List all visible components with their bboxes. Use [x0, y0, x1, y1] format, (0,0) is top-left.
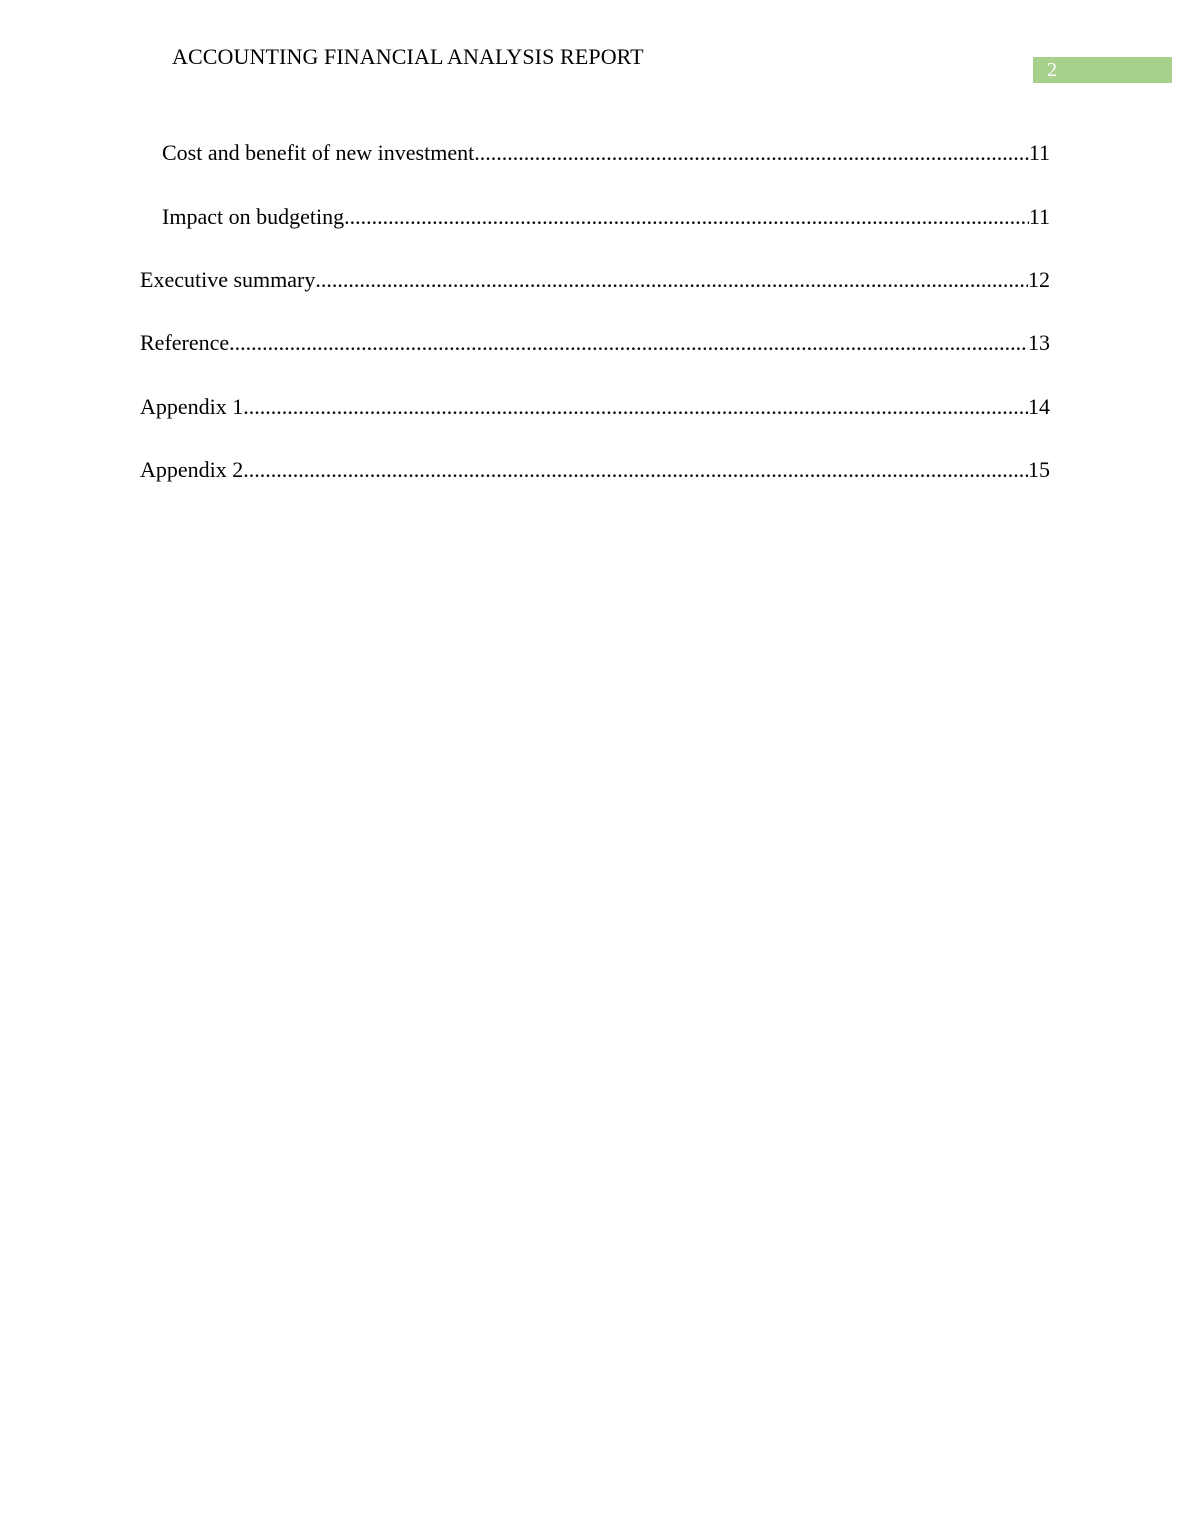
toc-dot-leader [474, 139, 1029, 167]
toc-entry-page: 13 [1028, 330, 1050, 355]
toc-entry-page: 12 [1028, 267, 1050, 292]
toc-entry-page: 11 [1028, 204, 1050, 229]
toc-entry-impact-on-budgeting[interactable] [162, 203, 1050, 231]
toc-entry-reference[interactable] [140, 329, 1050, 357]
toc-entry-label: Appendix 2 [140, 457, 244, 482]
toc-entry-page: 15 [1028, 457, 1050, 482]
toc-entry-label: Impact on budgeting [162, 204, 345, 229]
toc-dot-leader [243, 456, 1028, 484]
toc-entry-label: Appendix 1 [140, 394, 244, 419]
toc-dot-leader [243, 393, 1028, 421]
toc-entry-label: Reference [140, 330, 230, 355]
toc-dot-leader [315, 266, 1028, 294]
page-number-badge: 2 [1033, 57, 1172, 83]
toc-entry-appendix-1[interactable] [140, 393, 1050, 421]
toc-entry-executive-summary[interactable] [140, 266, 1050, 294]
toc-entry-page: 11 [1028, 140, 1050, 165]
toc-entry-label: Cost and benefit of new investment [162, 140, 475, 165]
toc-dot-leader [229, 329, 1028, 357]
toc-entry-page: 14 [1028, 394, 1050, 419]
toc-dot-leader [344, 203, 1029, 231]
toc-entry-cost-and-benefit[interactable] [162, 139, 1050, 167]
running-header-title: ACCOUNTING FINANCIAL ANALYSIS REPORT [172, 44, 644, 69]
toc-entry-appendix-2[interactable] [140, 456, 1050, 484]
toc-entry-label: Executive summary [140, 267, 316, 292]
